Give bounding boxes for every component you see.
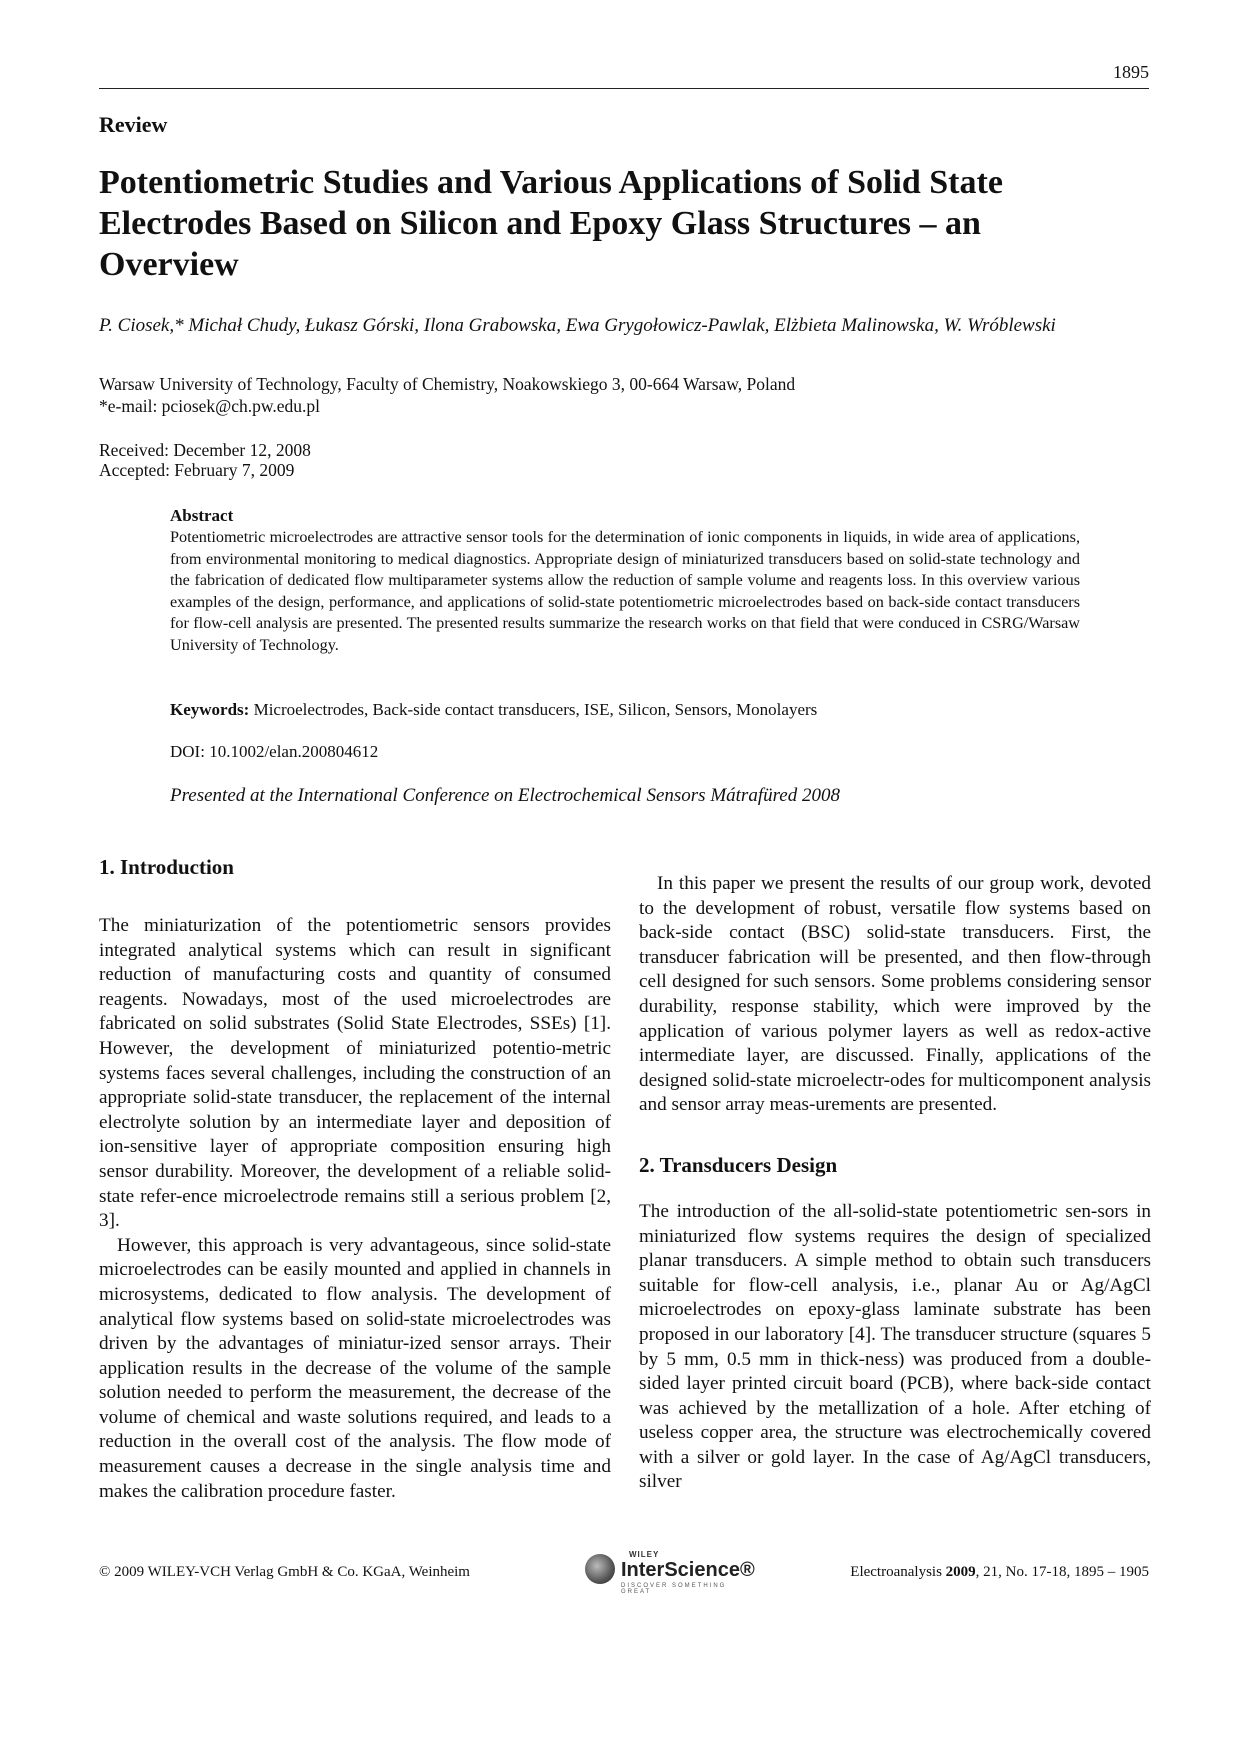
- globe-icon: [585, 1554, 615, 1584]
- intro-paragraph-3: In this paper we present the results of our group work, devoted to the development of robust, versatile flow systems based on back-side contact (BSC) solid-state transducers. First, the transducer fabrication will be presented, and then flow-through cell designed for such sensors. Some problems considering sensor durability, response stability, which were improved by the application of various polymer layers as well as redox-active intermediate layer, are discussed. Finally, applications of the designed solid-state microelectr-odes for multicomponent analysis and sensor array meas-urements are presented.: [639, 873, 1151, 1116]
- intro-paragraph-1: The miniaturization of the potentiometric sensors provides integrated analytical systems which can result in significant reduction of manufacturing costs and quantity of consumed reagents. Nowadays, most of the used microelectrodes are fabricated on solid substrates (Solid State Electrodes, SSEs) [1]. However, the development of miniaturized potentio-metric systems faces several challenges, including the construction of an appropriate solid-state transducer, the replacement of the internal electrolyte solution by an intermediate layer and deposition of ion-sensitive layer of appropriate composition ensuring high sensor durability. Moreover, the development of a reliable solid-state refer-ence microelectrode remains still a serious problem [2, 3].: [99, 915, 611, 1232]
- logo-wordmark: InterScience®: [621, 1559, 755, 1581]
- journal-name: Electroanalysis: [850, 1564, 942, 1580]
- journal-year: 2009: [945, 1564, 976, 1580]
- contact-email: *e-mail: pciosek@ch.pw.edu.pl: [99, 396, 321, 416]
- header-rule: [99, 88, 1149, 89]
- keywords: [170, 700, 817, 720]
- accepted-date: Accepted: February 7, 2009: [99, 460, 295, 480]
- page-number: 1895: [1113, 62, 1149, 82]
- left-column: [99, 854, 611, 1504]
- abstract-text: Potentiometric microelectrodes are attractive sensor tools for the determination of ionic components in liquids, in wide area of applications, from environmental monitoring to medical diagnostics. Appropriate design of miniaturized transducers based on solid-state technology and the fabrication of dedicated flow multiparameter systems allow the reduction of sample volume and reagents loss. In this overview various examples of the design, performance, and applications of solid-state potentiometric microelectrodes based on back-side contact transducers for flow-cell analysis are presented. The presented results summarize the research works on that field that were conduced in CSRG/Warsaw University of Technology.: [170, 528, 1080, 654]
- intro-heading: 1. Introduction: [99, 855, 234, 879]
- article-dates: [99, 440, 311, 480]
- interscience-logo: [585, 1550, 755, 1595]
- affiliation-block: [99, 373, 795, 417]
- logo-tagline: DISCOVER SOMETHING GREAT: [621, 1583, 727, 1595]
- journal-volume-pages: , 21, No. 17-18, 1895 – 1905: [975, 1564, 1149, 1580]
- paper-page: [99, 0, 1149, 1754]
- journal-citation: [850, 1564, 1149, 1581]
- article-title: Potentiometric Studies and Various Applications of Solid State Electrodes Based on Silicon and Epoxy Glass Structures – an Overview: [99, 164, 1003, 283]
- affiliation: Warsaw University of Technology, Faculty of Chemistry, Noakowskiego 3, 00-664 Warsaw, Poland: [99, 374, 796, 394]
- doi: DOI: 10.1002/elan.200804612: [170, 742, 379, 761]
- logo-publisher: WILEY: [629, 1550, 660, 1559]
- conference-note: Presented at the International Conference on Electrochemical Sensors Mátrafüred 2008: [170, 785, 840, 806]
- received-date: Received: December 12, 2008: [99, 440, 311, 460]
- transducers-paragraph-1: The introduction of the all-solid-state potentiometric sen-sors in miniaturized flow systems requires the design of specialized planar transducers. A simple method to obtain such transducers suitable for flow-cell analysis, i.e., planar Au or Ag/AgCl microelectrodes on epoxy-glass laminate substrate has been proposed in our laboratory [4]. The transducer structure (squares 5 by 5 mm, 0.5 mm in thick-ness) was produced from a double-sided layer printed circuit board (PCB), where back-side contact was achieved by the metallization of a hole. After etching of useless copper area, the structure was electrochemically covered with a silver or gold layer. In the case of Ag/AgCl transducers, silver: [639, 1200, 1151, 1493]
- abstract: [170, 506, 1080, 656]
- right-column: [639, 872, 1151, 1495]
- copyright: © 2009 WILEY-VCH Verlag GmbH & Co. KGaA, Weinheim: [99, 1564, 470, 1580]
- abstract-heading: Abstract: [170, 506, 234, 525]
- keywords-label: Keywords:: [170, 700, 250, 719]
- intro-paragraph-2: However, this approach is very advantageous, since solid-state microelectrodes can be easily mounted and applied in channels in microsystems, dedicated to flow analysis. The development of analytical flow systems based on solid-state microelectrodes was driven by the advantages of miniatur-ized sensor arrays. Their application results in the decrease of the volume of the sample solution needed to perform the measurement, the decrease of the volume of chemical and waste solutions required, and leads to a reduction in the overall cost of the analysis. The flow mode of measurement causes a decrease in the single analysis time and makes the calibration procedure faster.: [99, 1234, 611, 1502]
- keywords-list: Microelectrodes, Back-side contact transducers, ISE, Silicon, Sensors, Monolayers: [253, 700, 818, 719]
- author-list: P. Ciosek,* Michał Chudy, Łukasz Górski, Ilona Grabowska, Ewa Grygołowicz-Pawlak, Elżbieta Malinowska, W. Wróblewski: [99, 315, 1056, 336]
- section-label: Review: [99, 112, 168, 137]
- transducers-heading: 2. Transducers Design: [639, 1152, 838, 1177]
